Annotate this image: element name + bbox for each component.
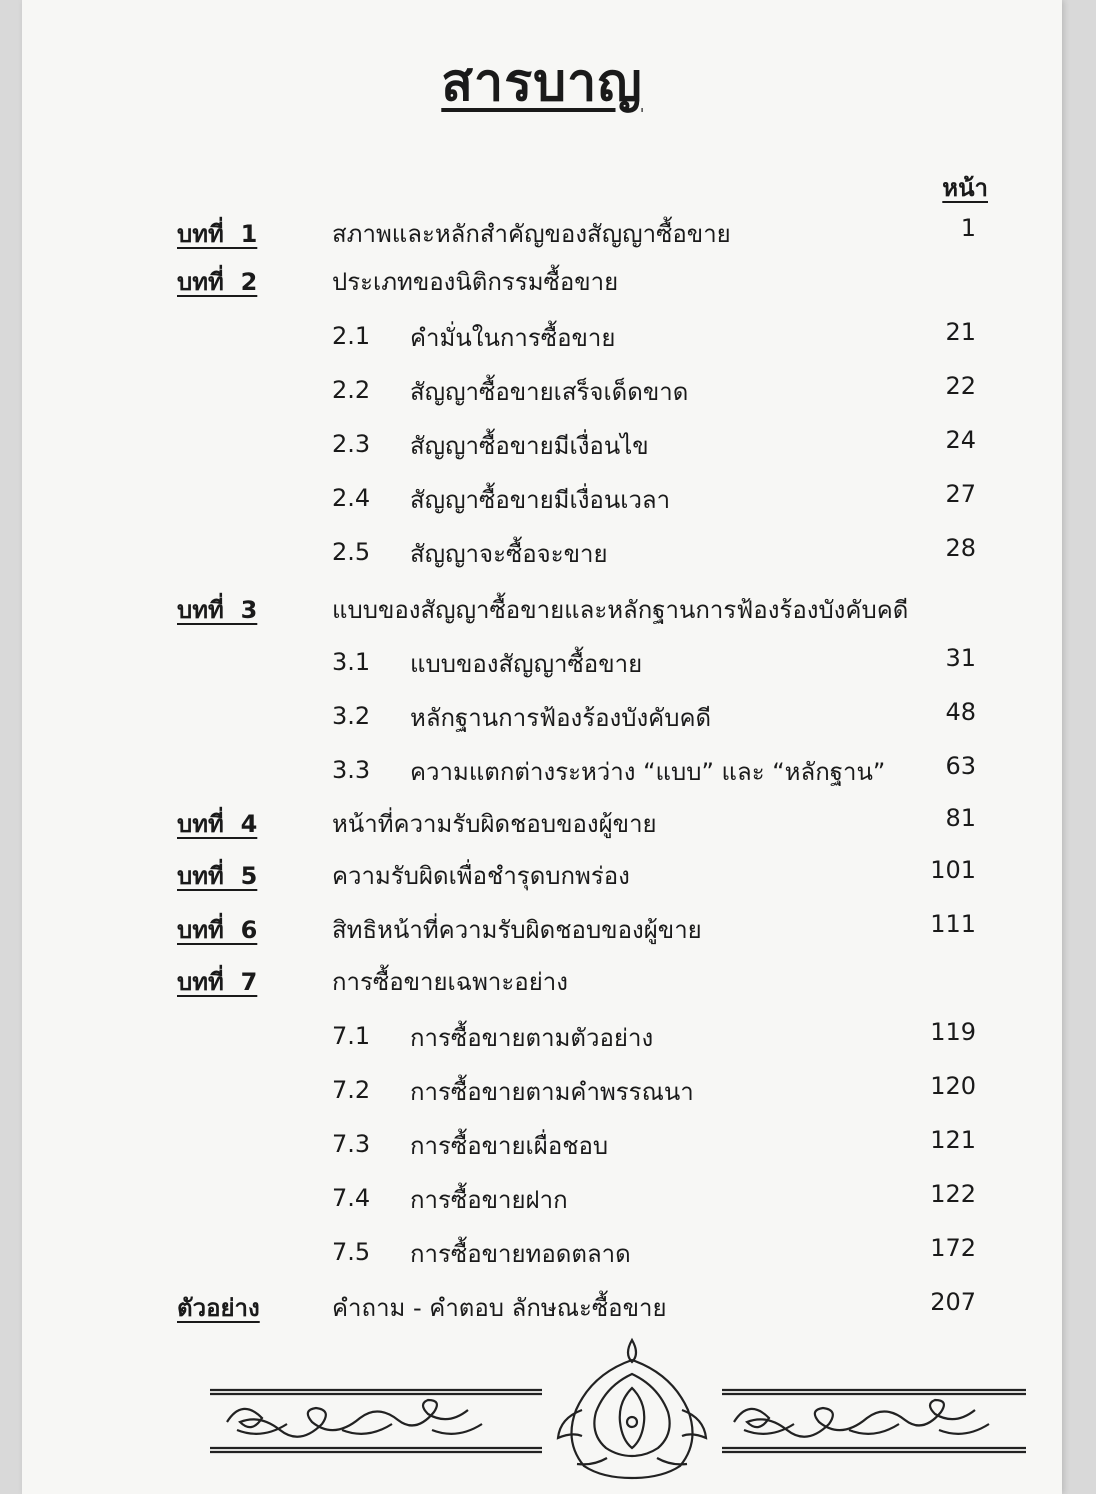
toc-chapter-row — [22, 910, 1062, 950]
toc-section-row — [22, 318, 1062, 358]
section-title: การซื้อขายฝาก — [410, 1186, 568, 1214]
section-number: 7.5 — [332, 1238, 371, 1266]
page-number: 121 — [930, 1126, 976, 1154]
section-number: 2.4 — [332, 484, 371, 512]
section-number: 3.3 — [332, 756, 371, 784]
toc-chapter-row — [22, 856, 1062, 896]
page-number: 28 — [945, 534, 976, 562]
thai-ornament-decoration — [22, 1330, 1062, 1480]
page-number: 172 — [930, 1234, 976, 1262]
toc-section-row — [22, 1126, 1062, 1166]
toc-section-row — [22, 752, 1062, 792]
page-number: 27 — [945, 480, 976, 508]
section-title: แบบของสัญญาซื้อขาย — [410, 650, 643, 678]
chapter-title: ความรับผิดเพื่อชำรุดบกพร่อง — [332, 862, 630, 890]
page-number: 63 — [945, 752, 976, 780]
page-column-header: หน้า — [942, 174, 988, 202]
section-title: สัญญาจะซื้อจะขาย — [410, 540, 608, 568]
toc-chapter-row — [22, 590, 1062, 630]
section-number: 7.3 — [332, 1130, 371, 1158]
chapter-title: สิทธิหน้าที่ความรับผิดชอบของผู้ขาย — [332, 916, 702, 944]
section-title: ความแตกต่างระหว่าง “แบบ” และ “หลักฐาน” — [410, 758, 886, 786]
chapter-label: ตัวอย่าง — [177, 1294, 260, 1322]
page-number: 24 — [945, 426, 976, 454]
chapter-title: แบบของสัญญาซื้อขายและหลักฐานการฟ้องร้องบังคับคดี — [332, 596, 909, 624]
book-page — [22, 0, 1062, 1494]
chapter-label: บทที่ 5 — [177, 862, 258, 890]
section-number: 7.4 — [332, 1184, 371, 1212]
chapter-label: บทที่ 7 — [177, 968, 258, 996]
page-number: 81 — [945, 804, 976, 832]
section-title: การซื้อขายเผื่อชอบ — [410, 1132, 609, 1160]
toc-chapter-row — [22, 962, 1062, 1002]
page-number: 119 — [930, 1018, 976, 1046]
section-number: 3.2 — [332, 702, 371, 730]
page-number: 22 — [945, 372, 976, 400]
page-number: 120 — [930, 1072, 976, 1100]
page-number: 101 — [930, 856, 976, 884]
section-title: สัญญาซื้อขายเสร็จเด็ดขาด — [410, 378, 689, 406]
toc-chapter-row — [22, 214, 1062, 254]
toc-section-row — [22, 1018, 1062, 1058]
section-number: 2.2 — [332, 376, 371, 404]
page-number: 21 — [945, 318, 976, 346]
toc-chapter-row — [22, 804, 1062, 844]
chapter-label: บทที่ 6 — [177, 916, 258, 944]
chapter-label: บทที่ 3 — [177, 596, 258, 624]
toc-section-row — [22, 480, 1062, 520]
section-number: 7.1 — [332, 1022, 371, 1050]
toc-chapter-row — [22, 262, 1062, 302]
chapter-title: สภาพและหลักสำคัญของสัญญาซื้อขาย — [332, 220, 731, 248]
section-title: การซื้อขายทอดตลาด — [410, 1240, 631, 1268]
chapter-title: การซื้อขายเฉพาะอย่าง — [332, 968, 568, 996]
chapter-title: หน้าที่ความรับผิดชอบของผู้ขาย — [332, 810, 657, 838]
toc-section-row — [22, 426, 1062, 466]
section-number: 2.5 — [332, 538, 371, 566]
page-number: 1 — [960, 214, 976, 242]
page-number: 111 — [930, 910, 976, 938]
toc-section-row — [22, 1234, 1062, 1274]
page-title: สารบาญ — [441, 53, 643, 113]
toc-section-row — [22, 644, 1062, 684]
toc-section-row — [22, 1072, 1062, 1112]
page-number: 122 — [930, 1180, 976, 1208]
chapter-title: ประเภทของนิติกรรมซื้อขาย — [332, 268, 619, 296]
section-title: การซื้อขายตามคำพรรณนา — [410, 1078, 694, 1106]
page-number: 31 — [945, 644, 976, 672]
section-title: คำมั่นในการซื้อขาย — [410, 324, 616, 352]
section-number: 2.3 — [332, 430, 371, 458]
section-number: 7.2 — [332, 1076, 371, 1104]
section-title: สัญญาซื้อขายมีเงื่อนไข — [410, 432, 649, 460]
toc-section-row — [22, 372, 1062, 412]
chapter-title: คำถาม - คำตอบ ลักษณะซื้อขาย — [332, 1294, 667, 1322]
page-number: 207 — [930, 1288, 976, 1316]
section-number: 2.1 — [332, 322, 371, 350]
chapter-label: บทที่ 2 — [177, 268, 258, 296]
chapter-label: บทที่ 1 — [177, 220, 258, 248]
chapter-label: บทที่ 4 — [177, 810, 258, 838]
section-title: การซื้อขายตามตัวอย่าง — [410, 1024, 654, 1052]
section-number: 3.1 — [332, 648, 371, 676]
toc-section-row — [22, 1180, 1062, 1220]
page-number: 48 — [945, 698, 976, 726]
toc-chapter-row — [22, 1288, 1062, 1328]
toc-section-row — [22, 698, 1062, 738]
section-title: สัญญาซื้อขายมีเงื่อนเวลา — [410, 486, 671, 514]
section-title: หลักฐานการฟ้องร้องบังคับคดี — [410, 704, 712, 732]
toc-section-row — [22, 534, 1062, 574]
